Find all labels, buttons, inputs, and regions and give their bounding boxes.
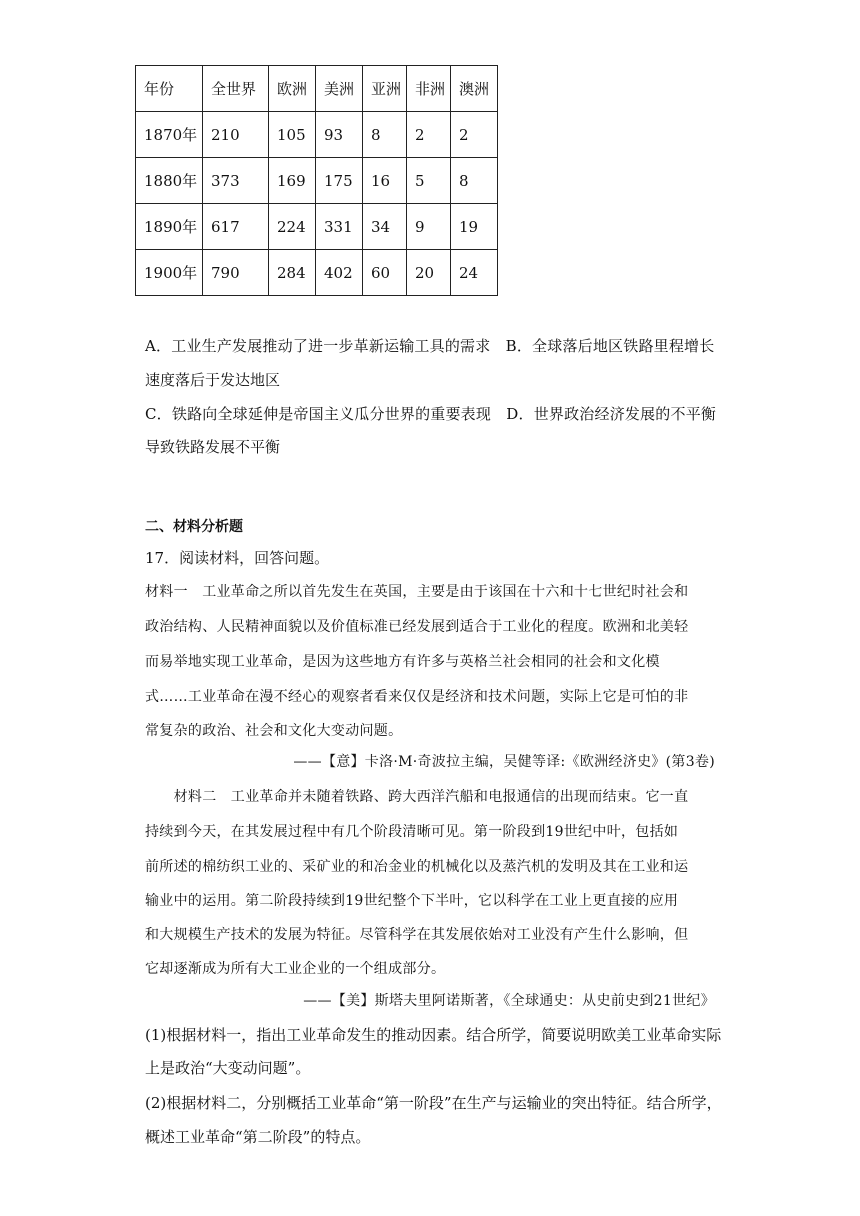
option-line-3: C．铁路向全球延伸是帝国主义瓜分世界的重要表现 D．世界政治经济发展的不平衡: [145, 405, 717, 423]
table-header-cell: 美洲: [316, 66, 363, 112]
table-header-cell: 年份: [136, 66, 203, 112]
table-cell: 175: [316, 158, 363, 204]
table-cell: 24: [451, 250, 498, 296]
table-cell: 210: [203, 112, 269, 158]
table-cell: 2: [407, 112, 451, 158]
table-row: [136, 112, 498, 158]
question-17: 17．阅读材料，回答问题。: [145, 549, 330, 567]
table-cell: 2: [451, 112, 498, 158]
table-cell: 224: [269, 204, 316, 250]
table-cell: 373: [203, 158, 269, 204]
subquestion-1-line-2: 上是政治“大变动问题”。: [145, 1059, 311, 1077]
table-cell: 790: [203, 250, 269, 296]
table-header-cell: 亚洲: [363, 66, 407, 112]
table-row: [136, 204, 498, 250]
table-cell: 1870年: [136, 112, 203, 158]
material1-line-5: 常复杂的政治、社会和文化大变动问题。: [145, 723, 403, 739]
material1-line-3: 而易举地实现工业革命，是因为这些地方有许多与英格兰社会相同的社会和文化模: [145, 654, 660, 670]
table-cell: 1890年: [136, 204, 203, 250]
table-cell: 34: [363, 204, 407, 250]
table-cell: 331: [316, 204, 363, 250]
material2-source: ——【美】斯塔夫里阿诺斯著，《全球通史：从史前史到21世纪》: [303, 993, 715, 1009]
table-header-row: [136, 66, 498, 112]
table-cell: 20: [407, 250, 451, 296]
table-cell: 617: [203, 204, 269, 250]
material2-line-2: 持续到今天，在其发展过程中有几个阶段清晰可见。第一阶段到19世纪中叶，包括如: [145, 824, 679, 840]
table-cell: 5: [407, 158, 451, 204]
table-cell: 1880年: [136, 158, 203, 204]
table-header-cell: 欧洲: [269, 66, 316, 112]
table-cell: 1900年: [136, 250, 203, 296]
material1-line-4: 式……工业革命在漫不经心的观察者看来仅仅是经济和技术问题，实际上它是可怕的非: [145, 689, 689, 705]
option-line-4: 导致铁路发展不平衡: [145, 438, 281, 456]
table-cell: 93: [316, 112, 363, 158]
table-row: [136, 250, 498, 296]
table-cell: 9: [407, 204, 451, 250]
material2-line-6: 它却逐渐成为所有大工业企业的一个组成部分。: [145, 961, 446, 977]
section-title: 二、材料分析题: [145, 519, 243, 535]
table-cell: 402: [316, 250, 363, 296]
railway-mileage-table: [135, 65, 498, 296]
material1-line-2: 政治结构、人民精神面貌以及价值标准已经发展到适合于工业化的程度。欧洲和北美轻: [145, 619, 689, 635]
material2-line-4: 输业中的运用。第二阶段持续到19世纪整个下半叶，它以科学在工业上更直接的应用: [145, 893, 679, 909]
material2-line-3: 前所述的棉纺织工业的、采矿业的和冶金业的机械化以及蒸汽机的发明及其在工业和运: [145, 859, 689, 875]
subquestion-2-line-2: 概述工业革命“第二阶段”的特点。: [145, 1128, 371, 1146]
table-cell: 169: [269, 158, 316, 204]
table-cell: 16: [363, 158, 407, 204]
subquestion-1-line-1: (1)根据材料一，指出工业革命发生的推动因素。结合所学，简要说明欧美工业革命实际: [145, 1026, 722, 1044]
table-cell: 19: [451, 204, 498, 250]
table-cell: 105: [269, 112, 316, 158]
table-row: [136, 158, 498, 204]
table-cell: 8: [363, 112, 407, 158]
option-line-2: 速度落后于发达地区: [145, 371, 281, 389]
subquestion-2-line-1: (2)根据材料二，分别概括工业革命“第一阶段”在生产与运输业的突出特征。结合所学，: [145, 1094, 722, 1112]
material1-line-1: 材料一 工业革命之所以首先发生在英国，主要是由于该国在十六和十七世纪时社会和: [145, 584, 689, 600]
table-header-cell: 非洲: [407, 66, 451, 112]
table-header-cell: 澳洲: [451, 66, 498, 112]
table-cell: 60: [363, 250, 407, 296]
material2-line-1: 材料二 工业革命并未随着铁路、跨大西洋汽船和电报通信的出现而结束。它一直: [145, 789, 689, 805]
material1-source: ——【意】卡洛·M·奇波拉主编，吴健等译:《欧洲经济史》(第3卷): [293, 754, 715, 770]
option-line-1: A．工业生产发展推动了进一步革新运输工具的需求 B．全球落后地区铁路里程增长: [145, 337, 715, 355]
table-cell: 8: [451, 158, 498, 204]
table-header-cell: 全世界: [203, 66, 269, 112]
table-cell: 284: [269, 250, 316, 296]
material2-line-5: 和大规模生产技术的发展为特征。尽管科学在其发展依始对工业没有产生什么影响，但: [145, 927, 689, 943]
